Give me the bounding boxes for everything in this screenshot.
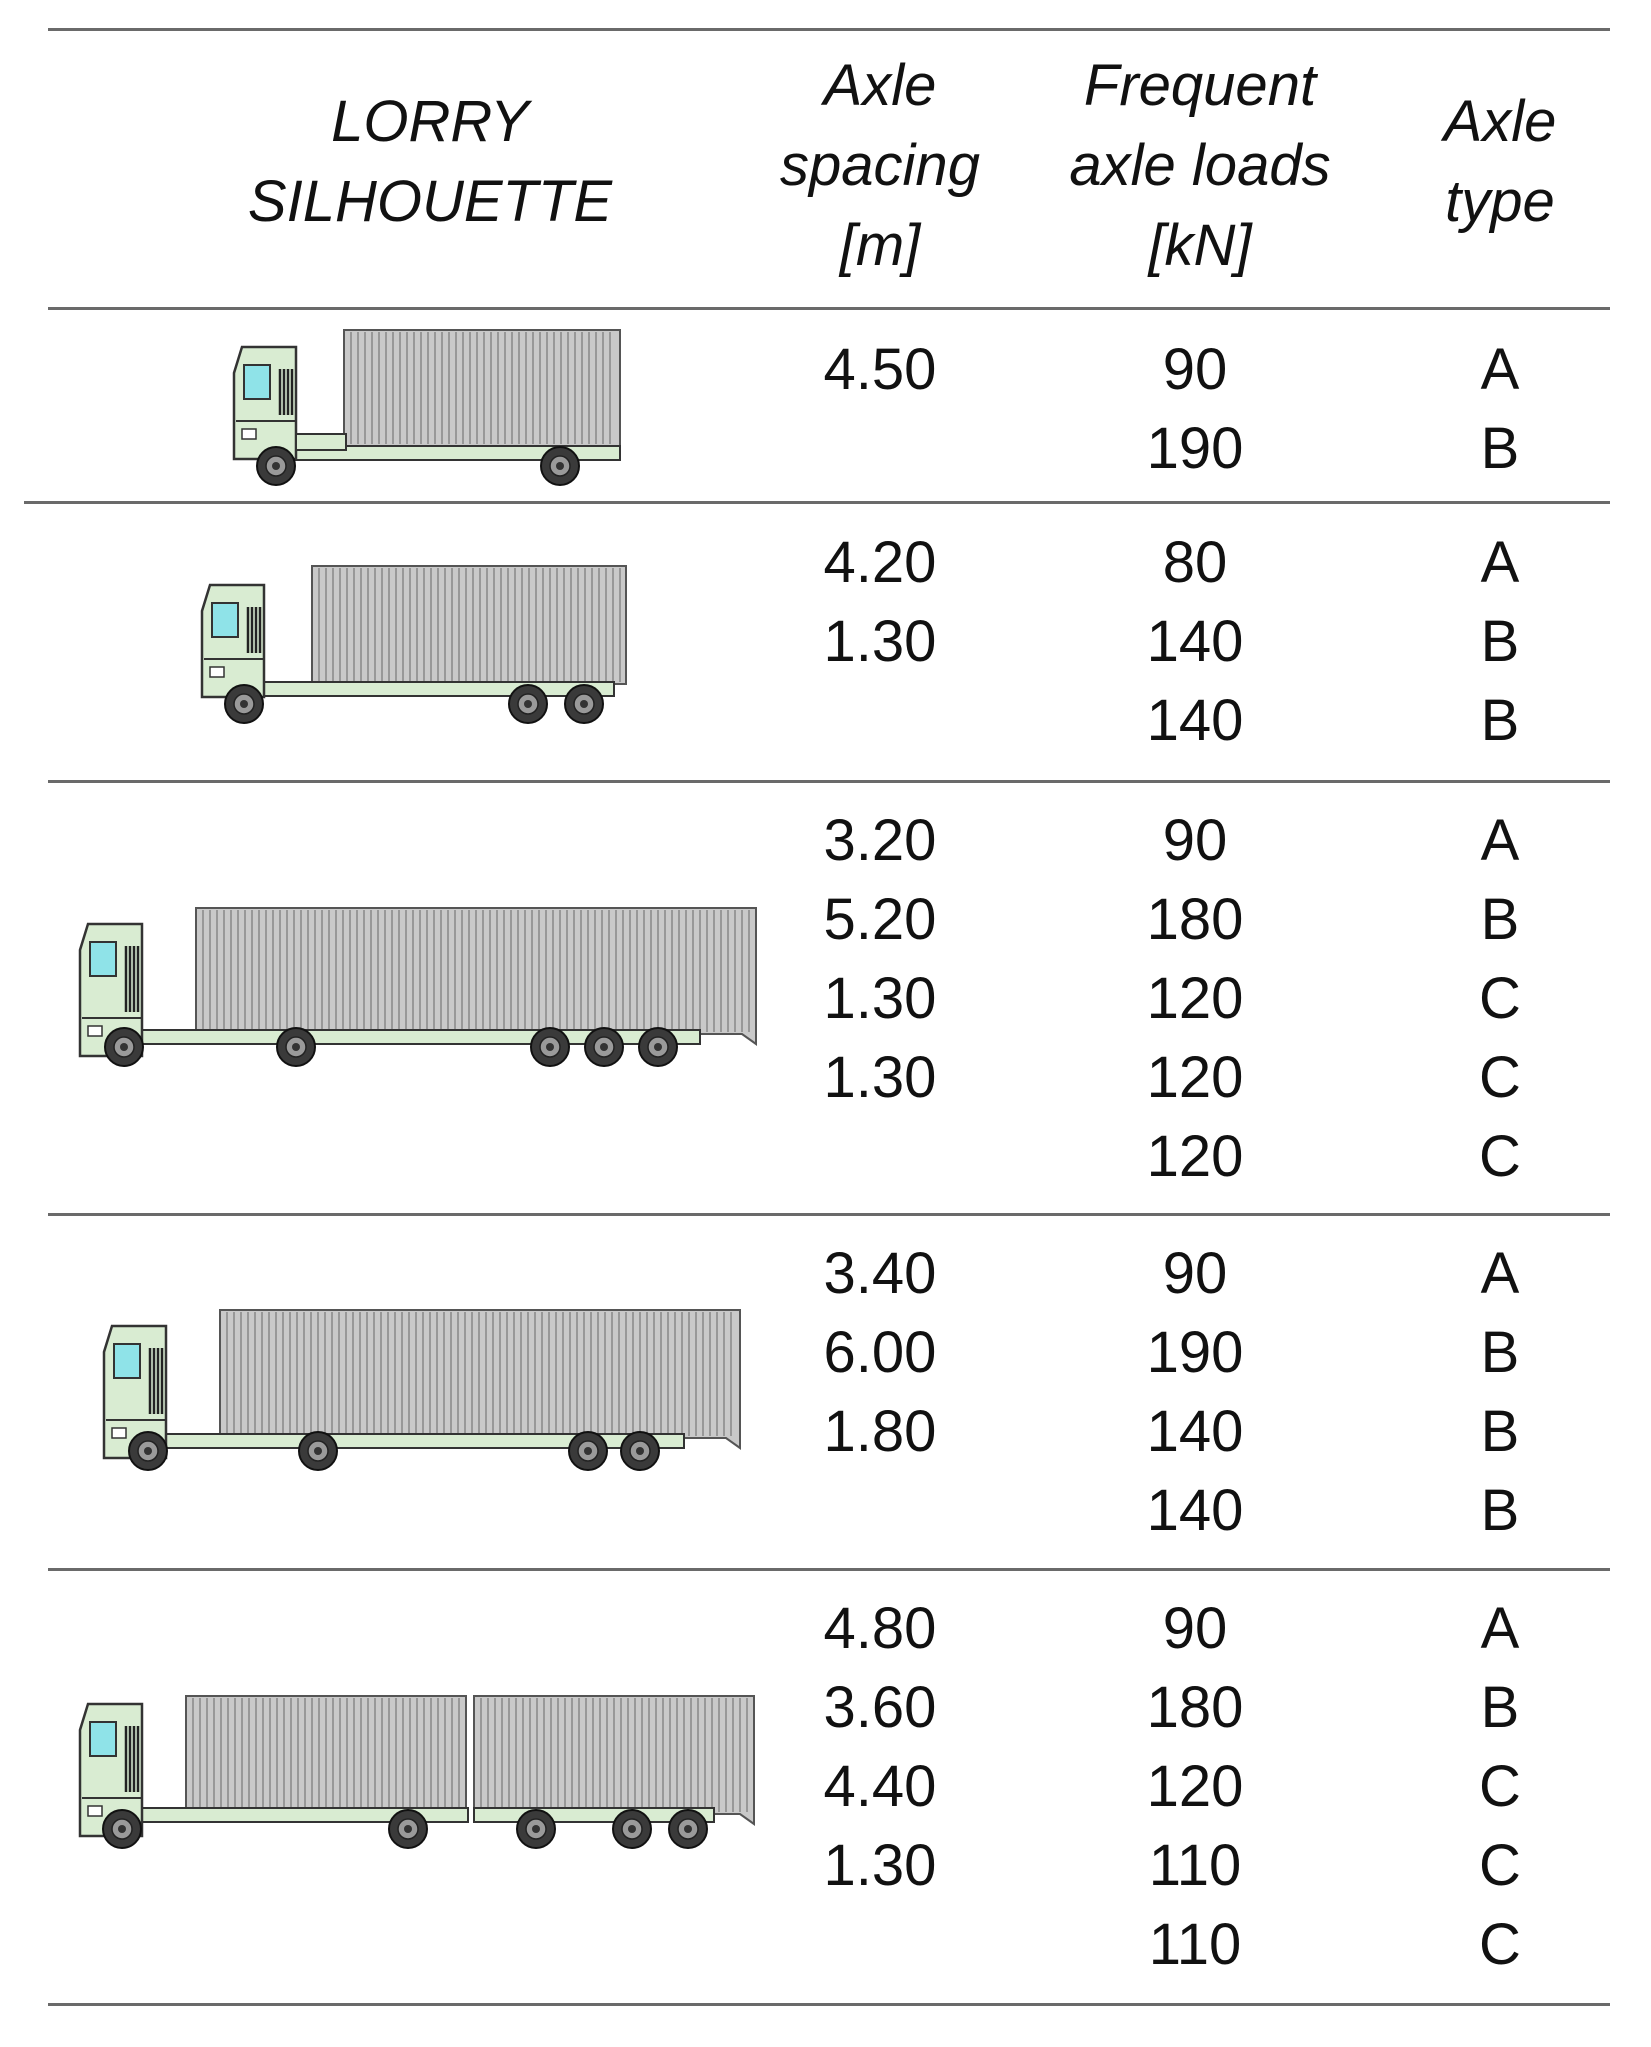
row-5-axle-spacing (795, 1589, 965, 1905)
header-text: Frequent (1083, 53, 1317, 118)
type-value: A (1480, 530, 1520, 595)
cab-body (80, 924, 142, 1056)
load-value: 120 (1146, 1754, 1244, 1819)
load-value: 140 (1146, 688, 1244, 753)
row-2-axle-types (1440, 523, 1560, 760)
header-text: SILHOUETTE (247, 169, 613, 234)
type-value: A (1480, 808, 1520, 873)
spacing-value: 5.20 (823, 887, 937, 952)
spacing-value: 4.40 (823, 1754, 937, 1819)
chassis (140, 1030, 700, 1044)
cab-window (114, 1344, 140, 1378)
wheel (257, 447, 295, 485)
wheel (277, 1028, 315, 1066)
headlight (88, 1806, 102, 1816)
row-2-axle-spacing (795, 523, 965, 681)
header-text: spacing (780, 133, 980, 198)
type-value: B (1480, 1399, 1520, 1464)
cab-window (90, 1722, 116, 1756)
type-value: B (1480, 609, 1520, 674)
row-4-axle-spacing (795, 1234, 965, 1471)
header-text: Axle (823, 53, 937, 118)
load-value: 140 (1146, 1478, 1244, 1543)
lorry-3 (80, 908, 756, 1066)
header-axle-spacing (730, 46, 1030, 286)
spacing-value: 3.20 (823, 808, 937, 873)
type-value: C (1479, 1045, 1521, 1110)
container-body (312, 566, 626, 684)
container-body (196, 908, 756, 1044)
headlight (112, 1428, 126, 1438)
load-value: 90 (1162, 808, 1228, 873)
lorry-1 (234, 330, 620, 485)
wheel (565, 685, 603, 723)
load-value: 90 (1162, 1596, 1228, 1661)
row-divider (48, 780, 1610, 783)
row-divider (24, 501, 1610, 504)
wheel (129, 1432, 167, 1470)
table-top-rule (48, 28, 1610, 31)
load-value: 90 (1162, 337, 1228, 402)
load-value: 90 (1162, 1241, 1228, 1306)
spacing-value: 1.30 (823, 1833, 937, 1898)
wheel (531, 1028, 569, 1066)
load-value: 110 (1148, 1912, 1242, 1977)
load-value: 120 (1146, 1124, 1244, 1189)
headlight (210, 667, 224, 677)
load-value: 140 (1146, 609, 1244, 674)
type-value: A (1480, 1596, 1520, 1661)
header-text: type (1445, 169, 1555, 234)
header-bottom-rule (48, 307, 1610, 310)
load-value: 140 (1146, 1399, 1244, 1464)
row-1-axle-types (1440, 330, 1560, 488)
load-value: 180 (1146, 887, 1244, 952)
load-value: 180 (1146, 1675, 1244, 1740)
wheel (389, 1810, 427, 1848)
header-text: Axle (1443, 89, 1557, 154)
wheel (105, 1028, 143, 1066)
lorry-2 (202, 566, 626, 723)
type-value: B (1480, 1320, 1520, 1385)
row-1-axle-loads (1110, 330, 1280, 488)
header-text: [kN] (1148, 213, 1252, 278)
cab-window (244, 365, 270, 399)
header-lorry-silhouette (200, 82, 660, 242)
chassis (140, 1808, 468, 1822)
wheel (669, 1810, 707, 1848)
spacing-value: 4.80 (823, 1596, 937, 1661)
wheel (103, 1810, 141, 1848)
header-axle-type (1400, 82, 1600, 242)
lorry-5 (80, 1696, 754, 1848)
headlight (88, 1026, 102, 1036)
type-value: C (1479, 1754, 1521, 1819)
header-text: LORRY (331, 89, 529, 154)
load-value: 120 (1146, 966, 1244, 1031)
header-text: axle loads (1069, 133, 1331, 198)
type-value: C (1479, 1833, 1521, 1898)
type-value: A (1480, 337, 1520, 402)
wheel (569, 1432, 607, 1470)
wheel (639, 1028, 677, 1066)
chassis (264, 682, 614, 696)
spacing-value: 1.80 (823, 1399, 937, 1464)
type-value: B (1480, 887, 1520, 952)
type-value: B (1480, 1675, 1520, 1740)
type-value: B (1480, 688, 1520, 753)
wheel (621, 1432, 659, 1470)
type-value: B (1480, 416, 1520, 481)
container-body (344, 330, 620, 446)
load-value: 110 (1148, 1833, 1242, 1898)
header-frequent-axle-loads (1035, 46, 1365, 286)
row-divider (48, 1213, 1610, 1216)
chassis (164, 1434, 684, 1448)
cab-window (212, 603, 238, 637)
type-value: C (1479, 966, 1521, 1031)
spacing-value: 1.30 (823, 609, 937, 674)
cab-body (202, 585, 264, 697)
wheel (225, 685, 263, 723)
spacing-value: 1.30 (823, 966, 937, 1031)
row-1-axle-spacing (795, 330, 965, 409)
row-2-axle-loads (1110, 523, 1280, 760)
wheel (541, 447, 579, 485)
row-5-axle-types (1440, 1589, 1560, 1984)
row-divider (48, 1568, 1610, 1571)
cab-body (234, 347, 296, 459)
type-value: C (1479, 1912, 1521, 1977)
chassis (282, 446, 620, 460)
spacing-value: 6.00 (823, 1320, 937, 1385)
type-value: A (1480, 1241, 1520, 1306)
load-value: 190 (1146, 416, 1244, 481)
cab-body (104, 1326, 166, 1458)
header-text: [m] (839, 213, 921, 278)
type-value: C (1479, 1124, 1521, 1189)
spacing-value: 3.60 (823, 1675, 937, 1740)
container-body (474, 1696, 754, 1824)
lorry-4 (104, 1310, 740, 1470)
cab-window (90, 942, 116, 976)
type-value: B (1480, 1478, 1520, 1543)
wheel (585, 1028, 623, 1066)
row-4-axle-types (1440, 1234, 1560, 1550)
container-body (186, 1696, 466, 1814)
row-3-axle-loads (1110, 801, 1280, 1196)
spacing-value: 3.40 (823, 1241, 937, 1306)
load-value: 80 (1162, 530, 1228, 595)
wheel (517, 1810, 555, 1848)
wheel (299, 1432, 337, 1470)
table-bottom-rule (48, 2003, 1610, 2006)
spacing-value: 1.30 (823, 1045, 937, 1110)
cab-body (80, 1704, 142, 1836)
load-value: 190 (1146, 1320, 1244, 1385)
load-value: 120 (1146, 1045, 1244, 1110)
wheel (509, 685, 547, 723)
wheel (613, 1810, 651, 1848)
chassis (474, 1808, 714, 1822)
spacing-value: 4.20 (823, 530, 937, 595)
headlight (242, 429, 256, 439)
row-5-axle-loads (1110, 1589, 1280, 1984)
row-4-axle-loads (1110, 1234, 1280, 1550)
spacing-value: 4.50 (823, 337, 937, 402)
container-body (220, 1310, 740, 1448)
row-3-axle-spacing (795, 801, 965, 1117)
row-3-axle-types (1440, 801, 1560, 1196)
